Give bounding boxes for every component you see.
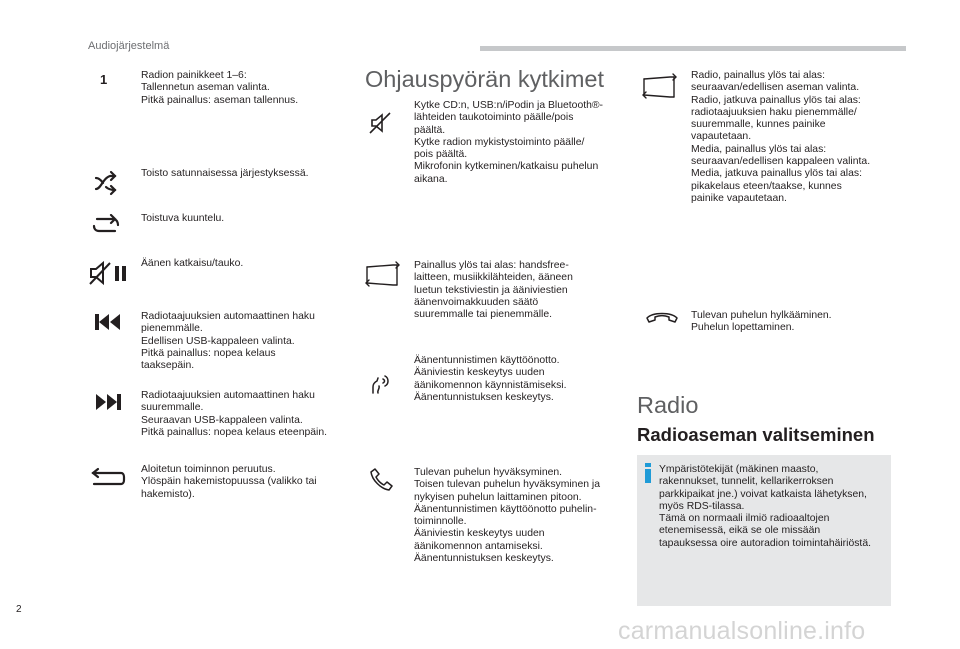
left-item-6: Radiotaajuuksien automaattinen haku suuremmalle. Seuraavan USB-kappaleen valinta. Pitkä painallus: nopea kelaus eteenpäin. [141,390,328,438]
skip-back-icon [94,313,122,331]
info-box [637,455,891,606]
left-item-1: Radion painikkeet 1–6: Tallennetun aseman valinta. Pitkä painallus: aseman tallennus. [141,70,299,106]
shuffle-icon [93,170,119,196]
middle-item-4: Tulevan puhelun hyväksyminen. Toisen tulevan puhelun hyväksyminen ja nykyisen puhelun laittaminen pitoon. Äänentunnistimen käyttöönotto puhelin- toiminnolle. Ääniviestin keskeytys uuden äänikomennon antamiseksi. Äänentunnistuksen keskeytys. [414,467,600,565]
left-item-7: Aloitetun toiminnon peruutus. Ylöspäin hakemistopuussa (valikko tai hakemisto). [141,464,317,500]
voice-command-icon [368,373,392,397]
section-heading-steering: Ohjauspyörän kytkimet [365,66,605,92]
left-item-5: Radiotaajuuksien automaattinen haku pienemmälle. Edellisen USB-kappaleen valinta. Pitkä painallus: nopea kelaus taaksepäin. [141,311,315,372]
middle-item-3: Äänentunnistimen käyttöönotto. Ääniviestin keskeytys uuden äänikomennon käynnistämiseksi. Äänentunnistuksen keskeytys. [414,355,567,403]
mute-speaker-icon [368,111,392,135]
middle-item-1: Kytke CD:n, USB:n/iPodin ja Bluetooth®- lähteiden taukotoiminto päälle/pois päältä. Kytke radion mykistystoiminto päälle/ pois päältä. Mikrofonin kytkeminen/katkaisu puhelun aikana. [414,100,604,185]
repeat-icon [91,214,121,236]
number-1-icon: 1 [100,72,108,87]
running-header: Audiojärjestelmä [88,40,170,52]
volume-rocker-icon [363,261,403,289]
back-return-icon [90,467,126,489]
skip-forward-icon [94,393,122,411]
section-heading-radio: Radio [637,392,699,418]
subheading-station-selection: Radioaseman valitseminen [637,424,875,445]
middle-item-2: Painallus ylös tai alas: handsfree- laitteen, musiikkilähteiden, ääneen luetun tekstiviestin ja ääniviestien äänenvoimakkuuden säätö suuremmalle tai pienemmälle. [414,260,573,321]
right-item-1: Radio, painallus ylös tai alas: seuraavan/edellisen aseman valinta. Radio, jatkuva painallus ylös tai alas: radiotaajuuksien haku pienemmälle/ suuremmalle, kunnes painike vapautetaan. Media, painallus ylös tai alas: seuraavan/edellisen kappaleen valinta. Media, jatkuva painallus ylös tai alas: pikakelaus eteen/taakse, kunnes painike vapautetaan. [691,70,871,204]
seek-rocker-icon [640,73,680,101]
left-item-3: Toistuva kuuntelu. [141,213,225,224]
info-text: Ympäristötekijät (mäkinen maasto, rakennukset, tunnelit, kellarikerroksen parkkipaikat jne.) voivat katkaista lähetyksen, myös RDS-tilassa. Tämä on normaali ilmiö radioaaltojen etenemisessä, eikä se ole missään tapauksessa oire autoradion toimintahäiriöstä. [659,464,871,549]
phone-hangup-icon [645,310,679,326]
phone-answer-icon [368,467,394,493]
mute-pause-icon [88,260,130,286]
page-number: 2 [16,604,22,615]
left-item-4: Äänen katkaisu/tauko. [141,258,244,269]
right-item-2: Tulevan puhelun hylkääminen. Puhelun lopettaminen. [691,310,832,334]
watermark: carmanualsonline.info [618,617,866,645]
left-item-2: Toisto satunnaisessa järjestyksessä. [141,168,309,179]
header-rule [480,46,906,51]
info-icon [645,463,651,483]
